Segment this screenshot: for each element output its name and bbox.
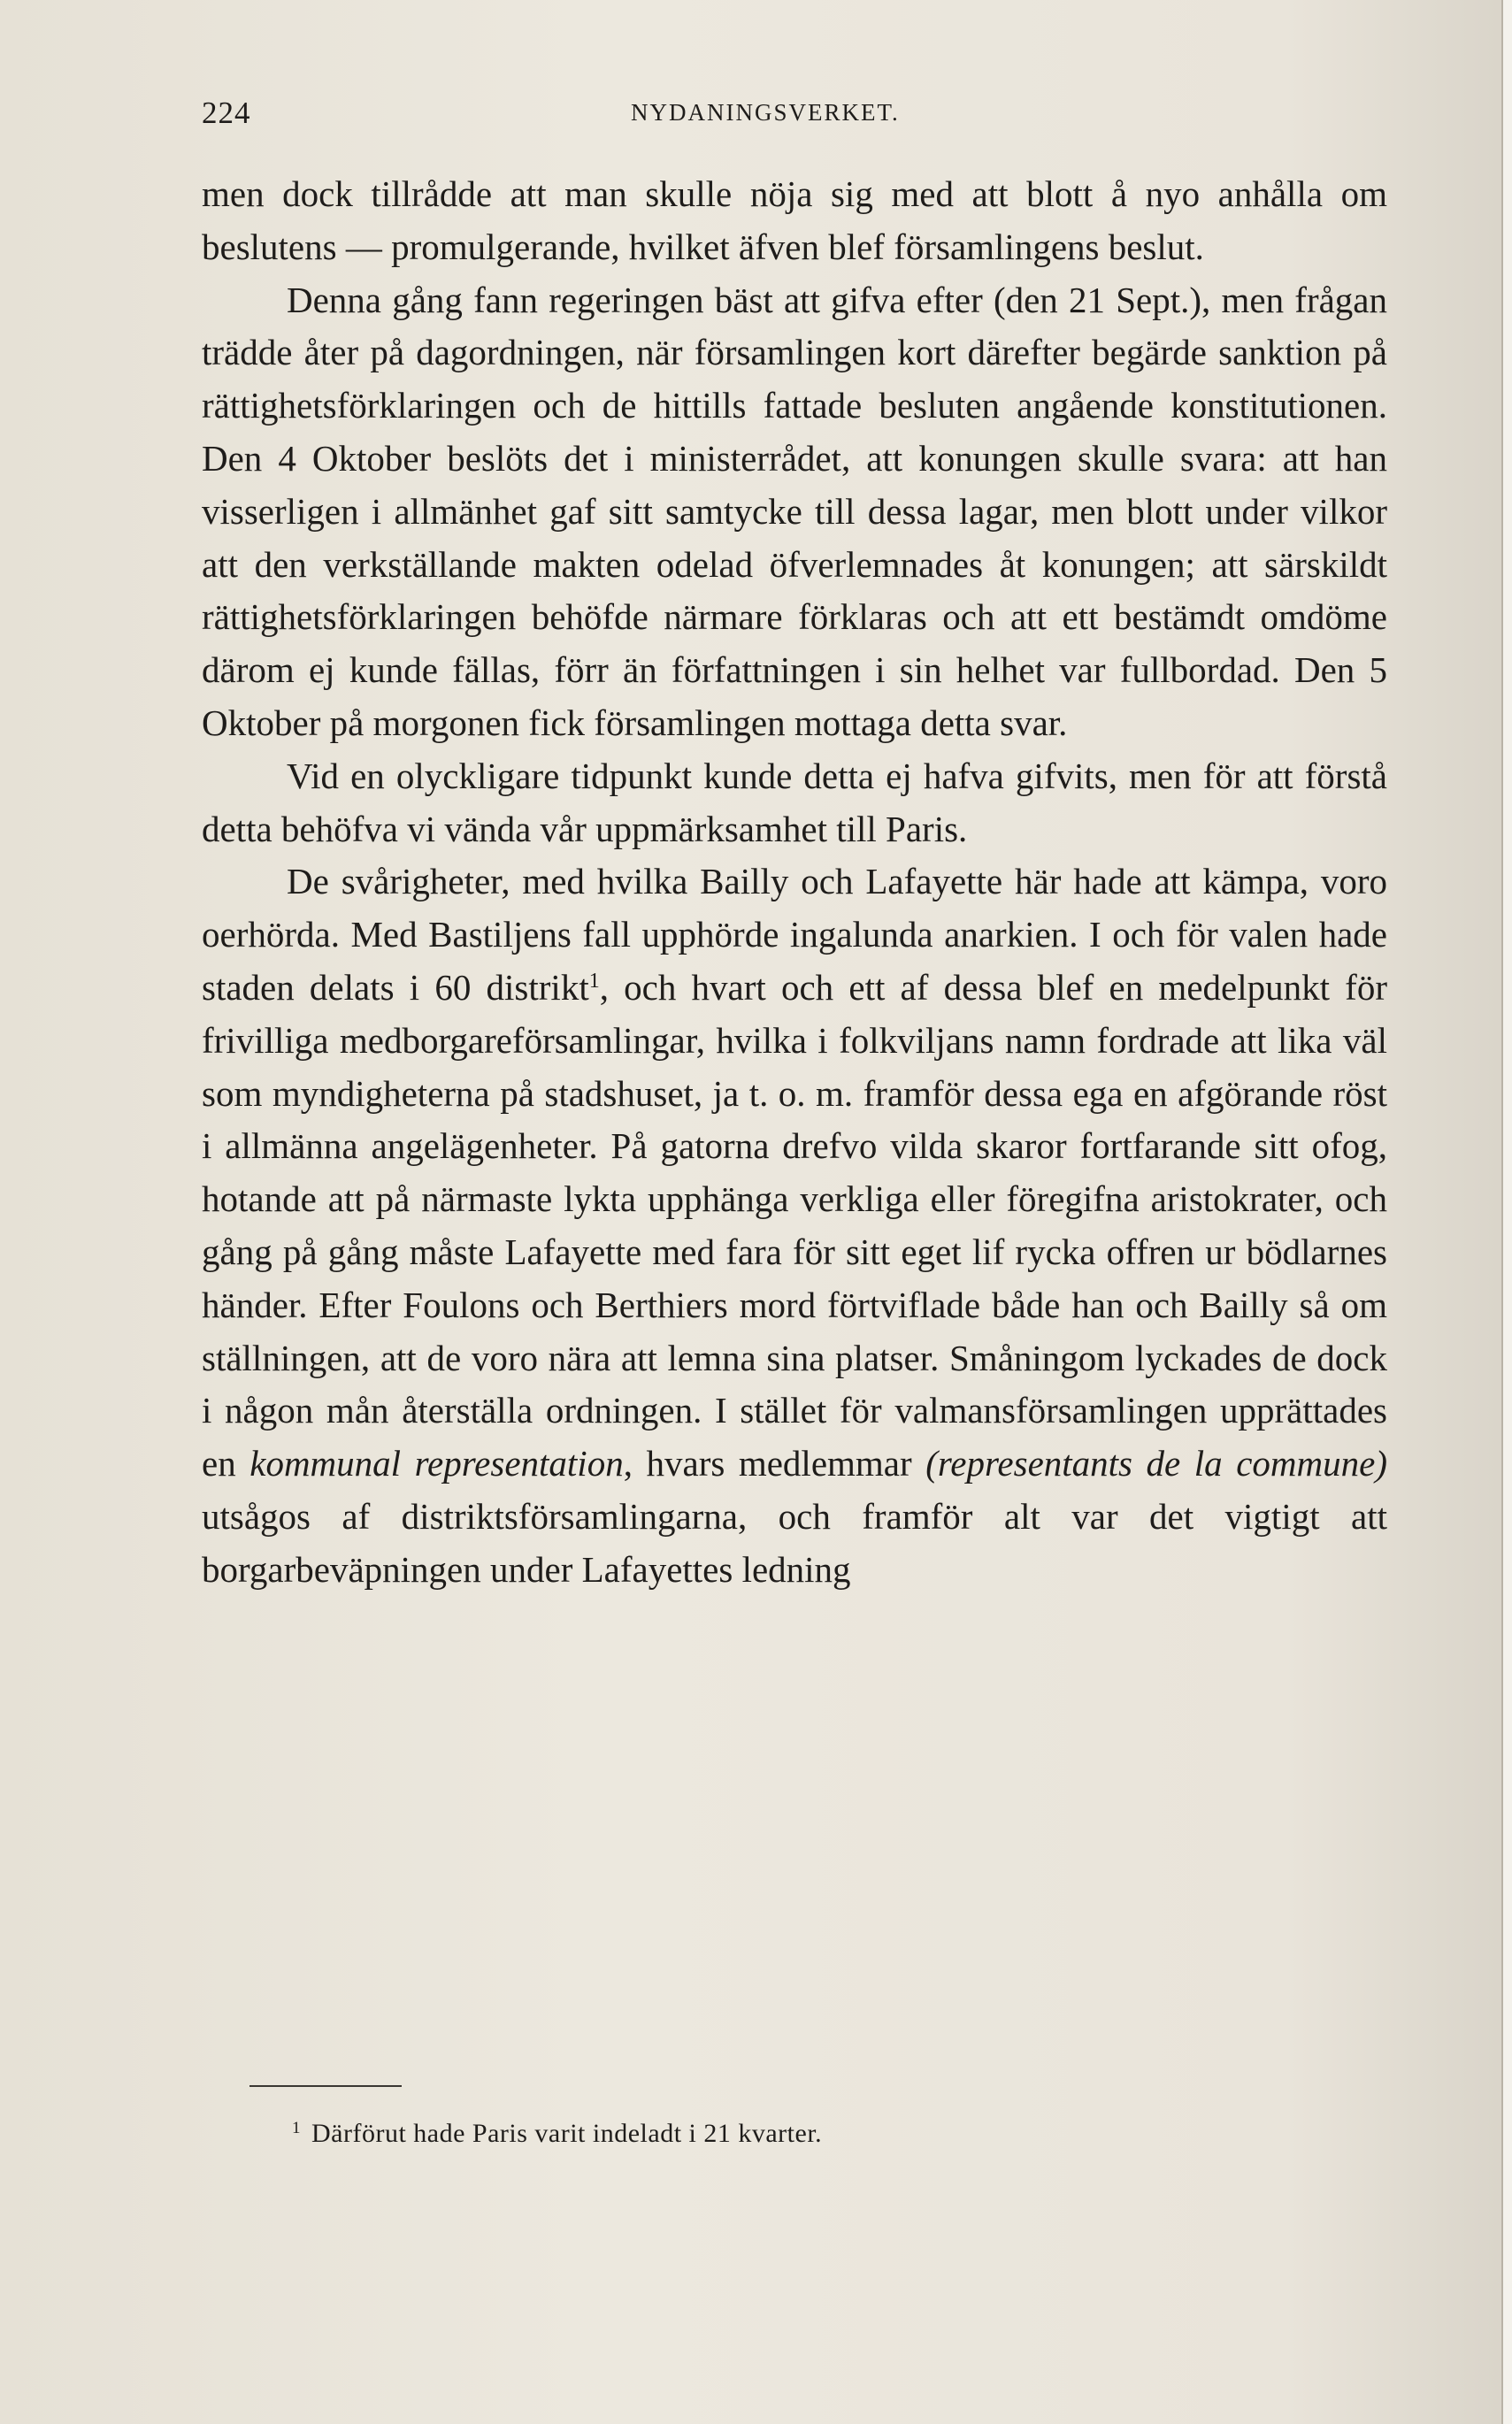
italic-term-representants: (representants de la commune) — [925, 1443, 1387, 1484]
footnote-text: Därförut hade Paris varit indeladt i 21 kvarter. — [311, 2119, 823, 2148]
page-header — [202, 96, 1387, 140]
body-text — [202, 168, 1387, 1597]
paragraph-4-part-4: utsågos af distriktsförsamlingarna, och framför alt var det vigtigt att borgarbeväpningen under Lafayettes ledning — [202, 1495, 1387, 1590]
paragraph-4-part-1: De svårigheter, med hvilka Bailly och Lafayette här hade att kämpa, voro oerhörda. Med Bastiljens fall upphörde ingalunda anarkien. I och för valen hade staden delats i 60 distrikt — [202, 861, 1387, 1008]
paragraph-3: Vid en olyckligare tidpunkt kunde detta ej hafva gifvits, men för att förstå detta behöfva vi vända vår uppmärksamhet till Paris. — [202, 755, 1387, 849]
paragraph-4-part-3: , hvars medlemmar — [623, 1443, 926, 1484]
paragraph-4 — [202, 855, 1387, 1596]
footnote-reference: 1 — [588, 969, 600, 993]
footnote — [292, 2116, 1354, 2152]
italic-term-kommunal: kommunal representation — [249, 1443, 624, 1484]
footnote-divider — [249, 2085, 402, 2087]
paragraph-1: men dock tillrådde att man skulle nöja sig med att blott å nyo anhålla om beslutens — promulgerande, hvilket äfven blef församlingens beslut. — [202, 173, 1387, 267]
paragraph-2: Denna gång fann regeringen bäst att gifva efter (den 21 Sept.), men frågan trädde åter på dagordningen, när församlingen kort därefter begärde sanktion på rättighetsförklaringen och de hittills fattade besluten angående konstitutionen. Den 4 Oktober beslöts det i ministerrådet, att konungen skulle svara: att han visserligen i allmänhet gaf sitt samtycke till dessa lagar, men blott under vilkor att den verkställande makten odelad öfverlemnades åt konungen; att särskildt rättighetsförklaringen behöfde närmare förklaras och att ett bestämdt omdöme därom ej kunde fällas, förr än författningen i sin helhet var fullbordad. Den 5 Oktober på morgonen fick församlingen mottaga detta svar. — [202, 279, 1387, 743]
page-number: 224 — [202, 96, 251, 130]
footnote-marker: 1 — [292, 2119, 301, 2137]
page-edge — [1501, 0, 1512, 2424]
paragraph-4-part-2: , och hvart och ett af dessa blef en medelpunkt för frivilliga medborgareförsamlingar, hvilka i folkviljans namn fordrade att lika väl som myndigheterna på stadshuset, ja t. o. m. framför dessa ega en afgörande röst i allmänna angelägenheter. På gatorna drefvo vilda skaror fortfarande sitt ofog, hotande att på närmaste lykta upphänga verkliga eller föregifna aristokrater, och gång på gång måste Lafayette med fara för sitt eget lif rycka offren ur bödlarnes händer. Efter Foulons och Berthiers mord förtviflade både han och Bailly så om ställningen, att de voro nära att lemna sina platser. Småningom lyckades de dock i någon mån återställa ordningen. I stället för valmansförsamlingen upprättades en — [202, 966, 1387, 1484]
running-head: NYDANINGSVERKET. — [631, 99, 900, 126]
